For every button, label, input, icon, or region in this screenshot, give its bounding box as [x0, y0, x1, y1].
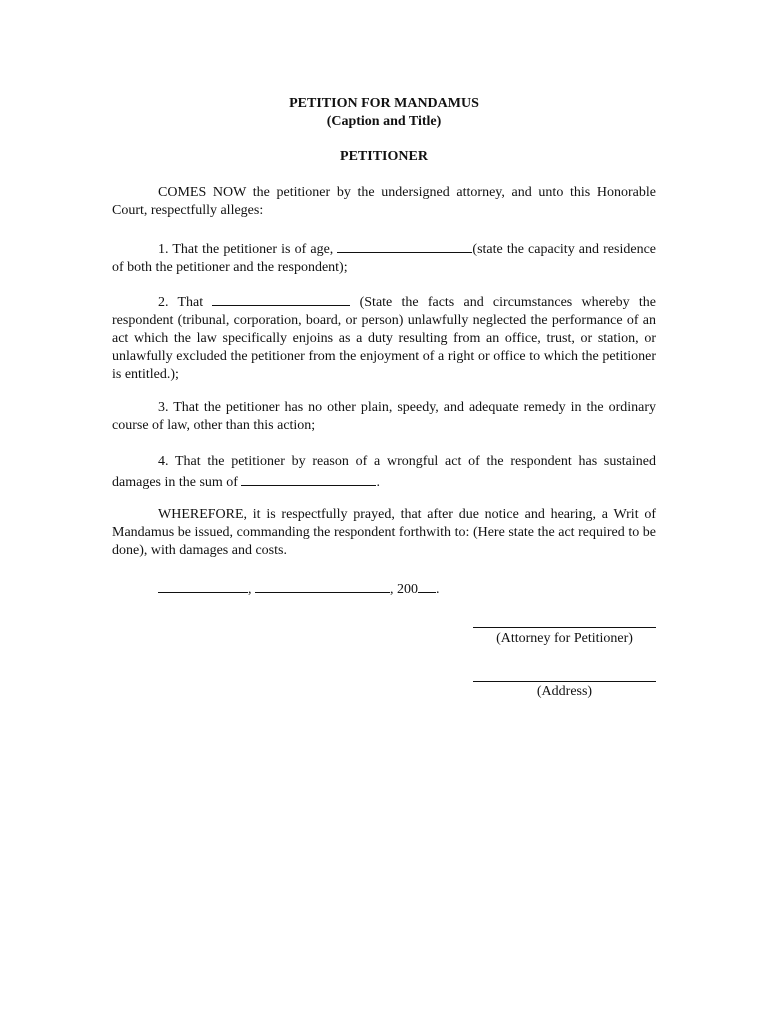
allegation-4 — [112, 453, 656, 492]
allegation-2 — [112, 291, 656, 384]
facts-blank — [212, 291, 350, 306]
allegation-1-text-b: (state the capacity and residence of both the petitioner and the respondent); — [112, 242, 656, 275]
date-end: . — [436, 582, 440, 597]
date-line — [112, 578, 656, 599]
capacity-blank — [337, 238, 472, 253]
allegation-2-text-b: (State the facts and circumstances whereby the respondent (tribunal, corporation, board, or person) unlawfully neglected the performance of an act which the law specifically enjoins as a duty resulting from an office, trust, or station, or unlawfully excluded the petitioner from the enjoyment of a right or office to which the petitioner is entitled.); — [112, 295, 656, 382]
address-signature-line — [473, 681, 656, 682]
party-heading: PETITIONER — [340, 149, 428, 164]
document-subtitle: (Caption and Title) — [326, 114, 442, 129]
attorney-label: (Attorney for Petitioner) — [496, 631, 633, 646]
allegation-3: 3. That the petitioner has no other plain, speedy, and adequate remedy in the ordinary course of law, other than this action; — [112, 400, 656, 433]
prayer-paragraph: WHEREFORE, it is respectfully prayed, that after due notice and hearing, a Writ of Mandamus be issued, commanding the respondent forthwith to: (Here state the act required to be done), with damages and costs. — [112, 507, 656, 558]
allegation-4-text-a: 4. That the petitioner by reason of a wrongful act of the respondent has sustained damages in the sum of — [112, 454, 656, 490]
year-blank — [418, 578, 436, 593]
attorney-signature-line — [473, 627, 656, 628]
address-label: (Address) — [536, 684, 593, 699]
date-separator-2: , 200 — [390, 582, 418, 597]
intro-paragraph: COMES NOW the petitioner by the undersigned attorney, and unto this Honorable Court, respectfully alleges: — [112, 185, 656, 218]
document-title: PETITION FOR MANDAMUS — [289, 96, 479, 111]
day-month-blank — [255, 578, 390, 593]
damages-blank — [241, 471, 376, 486]
allegation-1 — [112, 238, 656, 277]
place-blank — [158, 578, 248, 593]
allegation-2-text-a: 2. That — [158, 295, 213, 310]
date-separator-1: , — [248, 582, 255, 597]
allegation-1-text-a: 1. That the petitioner is of age, — [158, 242, 338, 257]
allegation-4-text-b: . — [376, 475, 380, 490]
